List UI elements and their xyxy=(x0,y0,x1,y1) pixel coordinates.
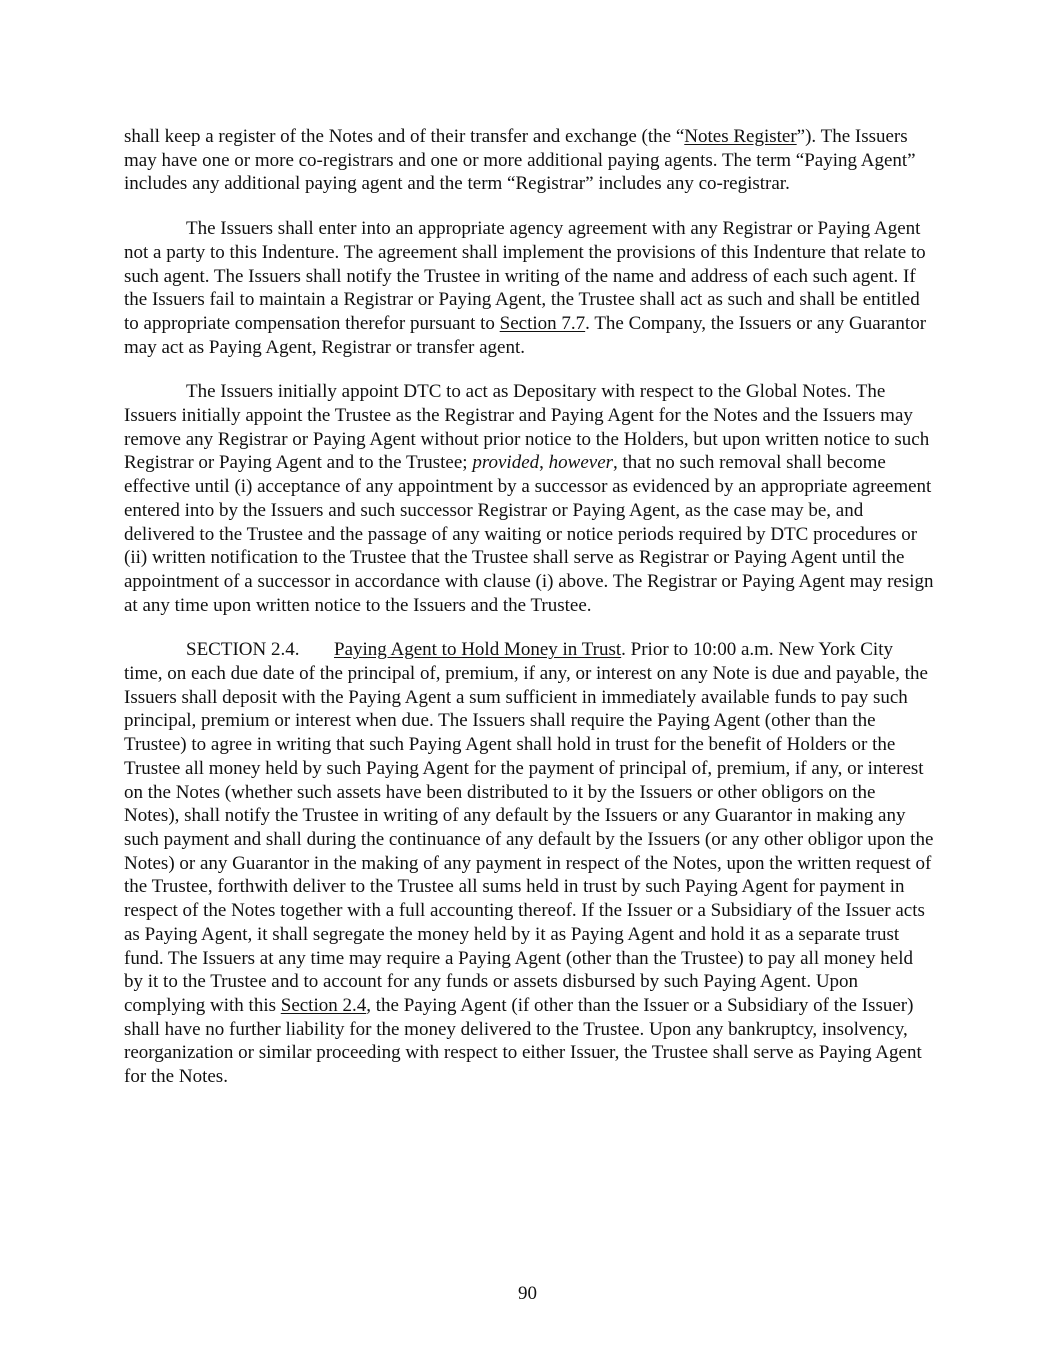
section-reference-2-4: Section 2.4 xyxy=(280,994,367,1016)
italic-however: however xyxy=(548,452,614,474)
text-run: shall keep a register of the Notes and of their transfer and exchange (the “ xyxy=(124,126,685,147)
paragraph-agency-agreement xyxy=(124,217,934,359)
section-heading: Paying Agent to Hold Money in Trust xyxy=(334,639,622,661)
page-number: 90 xyxy=(518,1283,537,1304)
paragraph-notes-register xyxy=(124,125,934,196)
text-run: , the Paying Agent (if other than the Issuer or a Subsidiary of the Issuer) shall have no further liability for the money delivered to the Trustee. Upon any bankruptcy, insolvency, reorganization or similar proceeding with respect to either Issuer, the Trustee shall serve as Paying Agent for the Notes. xyxy=(124,994,922,1088)
section-number: SECTION 2.4. xyxy=(186,639,300,661)
text-run: , xyxy=(539,452,549,474)
text-run: , that no such removal shall become effective until (i) acceptance of any appointment by a successor as evidenced by an appropriate agreement entered into by the Issuers and such successor Registrar or Paying Agent, as the case may be, and delivered to the Trustee and the passage of any waiting or notice periods required by DTC procedures or (ii) written notification to the Trustee that the Trustee shall serve as Registrar or Paying Agent until the appointment of a successor in accordance with clause (i) above. The Registrar or Paying Agent may resign at any time upon written notice to the Issuers and the Trustee. xyxy=(124,452,934,616)
text-run: . The Company, the Issuers or any Guarantor may act as Paying Agent, Registrar or transfer agent. xyxy=(124,312,927,358)
defined-term-notes-register: Notes Register xyxy=(684,126,797,147)
text-run: The Issuers initially appoint DTC to act as Depositary with respect to the Global Notes. The Issuers initially appoint the Trustee as the Registrar and Paying Agent for the Notes and the Issuers may remove any Registrar or Paying Agent without prior notice to the Holders, but upon written notice to such Registrar or Paying Agent and to the Trustee; xyxy=(124,381,930,474)
section-reference-7-7: Section 7.7 xyxy=(499,312,586,334)
document-body xyxy=(124,125,934,1110)
section-2-4-paragraph xyxy=(124,638,934,1088)
paragraph-depositary-appointment xyxy=(124,380,934,617)
italic-provided: provided xyxy=(472,452,540,474)
text-run: . Prior to 10:00 a.m. New York City time, on each due date of the principal of, premium, if any, or interest on any Note is due and payable, the Issuers shall deposit with the Paying Agent a sum sufficient in immediately available funds to pay such principal, premium or interest when due. The Issuers shall require the Paying Agent (other than the Trustee) to agree in writing that such Paying Agent shall hold in trust for the benefit of Holders or the Trustee all money held by such Paying Agent for the payment of principal of, premium, if any, or interest on the Notes (whether such assets have been distributed to it by the Issuers or other obligors on the Notes), shall notify the Trustee in writing of any default by the Issuers or any Guarantor in making any such payment and shall during the continuance of any default by the Issuers (or any other obligor upon the Notes) or any Guarantor in the making of any payment in respect of the Notes, upon the written request of the Trustee, forthwith deliver to the Trustee all sums held in trust by such Paying Agent for payment in respect of the Notes together with a full accounting thereof. If the Issuer or a Subsidiary of the Issuer acts as Paying Agent, it shall segregate the money held by it as Paying Agent and hold it as a separate trust fund. The Issuers at any time may require a Paying Agent (other than the Trustee) to pay all money held by it to the Trustee and to account for any funds or assets disbursed by such Paying Agent. Upon complying with this xyxy=(124,639,934,1016)
text-run: The Issuers shall enter into an appropriate agency agreement with any Registrar or Paying Agent not a party to this Indenture. The agreement shall implement the provisions of this Indenture that relate to such agent. The Issuers shall notify the Trustee in writing of the name and address of each such agent. If the Issuers fail to maintain a Registrar or Paying Agent, the Trustee shall act as such and shall be entitled to appropriate compensation therefor pursuant to xyxy=(124,218,926,334)
text-run: ”). The Issuers may have one or more co-registrars and one or more additional paying agents. The term “Paying Agent” includes any additional paying agent and the term “Registrar” includes any co-registrar. xyxy=(124,126,916,195)
